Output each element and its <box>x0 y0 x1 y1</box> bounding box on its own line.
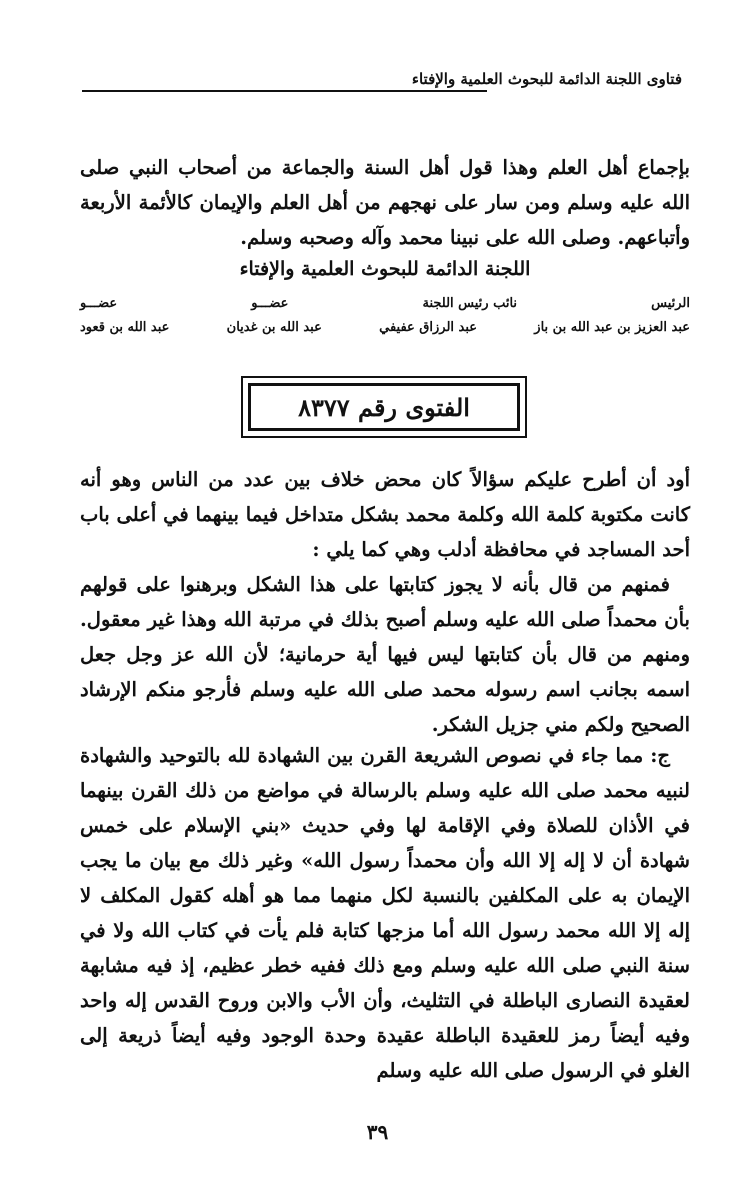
opening-paragraph: بإجماع أهل العلم وهذا قول أهل السنة والجماعة من أصحاب النبي صلى الله عليه وسلم ومن سار على نهجهم من أهل العلم والإيمان كالأئمة الأربعة وأتباعهم. وصلى الله على نبينا محمد وآله وصحبه وسلم. <box>80 156 690 249</box>
header-title: فتاوى اللجنة الدائمة للبحوث العلمية والإفتاء <box>411 70 682 88</box>
signature-roles-row <box>80 296 690 311</box>
question-body <box>80 462 690 742</box>
member-name: عبد الله بن غديان <box>226 320 322 335</box>
member-role: عضـــو <box>251 296 289 311</box>
answer-paragraph: ج: مما جاء في نصوص الشريعة القرن بين الشهادة لله بالتوحيد والشهادة لنبيه محمد صلى الله عليه وسلم بالرسالة في مواضع من ذلك القرن بينهما في الأذان للصلاة وفي الإقامة لها وفي حديث «بني الإسلام على خمس شهادة أن لا إله إلا الله وأن محمداً رسول الله» وغير ذلك مع بيان ما يجب الإيمان به على المكلفين بالنسبة لكل منهما مما هو أهله كقول المكلف لا إله إلا الله محمد رسول الله أما مزجها كتابة فلم يأت في كتاب الله ولا في سنة النبي صلى الله عليه وسلم ومع ذلك ففيه خطر عظيم، إذ فيه مشابهة لعقيدة النصارى الباطلة في التثليث، وأن الأب والابن وروح القدس إله واحد وفيه أيضاً رمز للعقيدة الباطلة عقيدة وحدة الوجود وفيه أيضاً ذريعة إلى الغلو في الرسول صلى الله عليه وسلم <box>80 744 690 1082</box>
fatwa-title: الفتوى رقم ٨٣٧٧ <box>298 392 470 422</box>
question-paragraph: فمنهم من قال بأنه لا يجوز كتابتها على هذا الشكل وبرهنوا على قولهم بأن محمداً صلى الله عليه وسلم أصبح بذلك في مرتبة الله وهذا غير معقول. ومنهم من قال بأن كتابتها ليس فيها أية حرمانية؛ لأن الله عز وجل جعل اسمه بجانب اسم رسوله محمد صلى الله عليه وسلم فأرجو منكم الإرشاد الصحيح ولكم مني جزيل الشكر. <box>80 573 690 736</box>
fatwa-title-inner-frame <box>248 383 520 431</box>
member-role: نائب رئيس اللجنة <box>422 296 518 311</box>
header-rule <box>82 90 487 92</box>
running-header <box>82 68 682 98</box>
member-name: عبد العزيز بن عبد الله بن باز <box>534 320 690 335</box>
committee-name: اللجنة الدائمة للبحوث العلمية والإفتاء <box>239 258 531 280</box>
member-name: عبد الله بن قعود <box>80 320 170 335</box>
fatwa-title-box <box>241 376 527 438</box>
member-name: عبد الرزاق عفيفي <box>379 320 478 335</box>
signature-names-row <box>80 320 690 335</box>
member-role: عضـــو <box>80 296 118 311</box>
page-number: ٣٩ <box>366 1120 389 1144</box>
member-role: الرئيس <box>651 296 690 311</box>
question-paragraph: أود أن أطرح عليكم سؤالاً كان محض خلاف بين عدد من الناس وهو أنه كانت مكتوبة كلمة الله وكلمة محمد بشكل متداخل فيما بينهما في أعلى باب أحد المساجد في محافظة أدلب وهي كما يلي : <box>80 468 690 561</box>
